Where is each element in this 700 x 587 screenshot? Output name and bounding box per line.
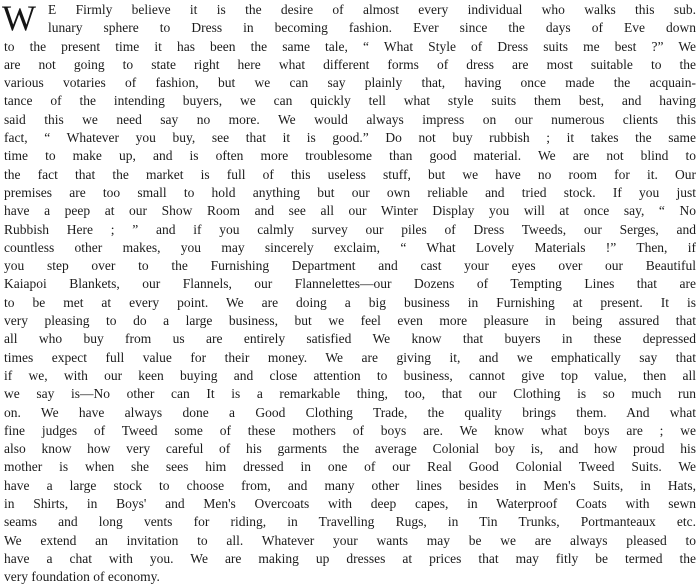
text-line: tance of the intending buyers, we can quickly tell what style suits them best, and having — [4, 93, 696, 109]
text-line: time to make up, and is often more troublesome than good material. We are not blind to — [4, 148, 696, 164]
text-line: mother is when she sees him dressed in one of our Real Good Colonial Tweed Suits. We — [4, 459, 696, 475]
text-line: We extend an invitation to all. Whatever your wants may be we are always pleased to — [4, 532, 696, 548]
text-line: you step over to the Furnishing Department and cast your eyes over our Beautiful — [4, 258, 696, 274]
text-line: very foundation of economy. — [4, 569, 160, 585]
text-line: times expect full value for their money. We are giving it, and we emphatically say that — [4, 349, 696, 365]
text-line: various votaries of fashion, but we can say plainly that, having once made the acquain- — [4, 75, 696, 91]
text-line: seams and long vents for riding, in Travelling Rugs, in Tin Trunks, Portmanteaux etc. — [4, 514, 696, 530]
text-line: Kaiapoi Blankets, our Flannels, our Flannelettes—our Dozens of Tempting Lines that are — [4, 276, 696, 292]
text-line: to be met at every point. We are doing a big business in Furnishing at present. It is — [4, 294, 696, 310]
text-line: said this we need say no more. We would always impress on our numerous clients this — [4, 111, 696, 127]
text-line: lunary sphere to Dress in becoming fashion. Ever since the days of Eve down — [48, 20, 696, 36]
text-line: to the present time it has been the same tale, “ What Style of Dress suits me best ?” We — [4, 38, 696, 54]
text-line: very pleasing to do a large business, but we feel even more pleasure in being assured that — [4, 313, 696, 329]
text-line: the fact that the market is full of this useless stuff, but we have no room for it. Our — [4, 166, 696, 182]
drop-cap-letter: W — [2, 0, 36, 38]
text-line: E Firmly believe it is the desire of almost every individual who walks this sub. — [48, 2, 696, 17]
text-line: have a peep at our Show Room and see all our Winter Display you will at once say, “ No — [4, 203, 696, 219]
text-line: on. We have always done a Good Clothing Trade, the quality brings them. And what — [4, 404, 696, 420]
text-line: if we, with our keen buying and close attention to business, cannot give top value, then all — [4, 367, 696, 383]
text-line: premises are too small to hold anything but our own reliable and tried stock. If you just — [4, 184, 696, 200]
text-line: countless other makes, you may sincerely exclaim, “ What Lovely Materials !” Then, if — [4, 239, 696, 255]
text-line: have a chat with you. We are making up dresses at prices that may fitly be termed the — [4, 550, 696, 566]
text-line: are not going to state right here what different forms of dress are most suitable to the — [4, 56, 696, 72]
text-line: Rubbish Here ; ” and if you calmly survey our piles of Dress Tweeds, our Serges, and — [4, 221, 696, 237]
text-line: fine judges of Tweed some of these mothers of boys are. We know what boys are ; we — [4, 422, 696, 438]
text-line: fact, “ Whatever you buy, see that it is good.” Do not buy rubbish ; it takes the same — [4, 130, 696, 146]
article-body — [4, 1, 696, 587]
text-line: in Shirts, in Boys' and Men's Overcoats with deep capes, in Waterproof Coats with sewn — [4, 496, 696, 512]
text-line: have a large stock to choose from, and many other lines besides in Men's Suits, in Hats, — [4, 477, 696, 493]
text-line: also know how very careful of his garments the average Colonial boy is, and how proud his — [4, 441, 696, 457]
text-line: we say is—No other can It is a remarkable thing, too, that our Clothing is so much run — [4, 386, 696, 402]
text-line: all who buy from us are entirely satisfied We know that buyers in these depressed — [4, 331, 696, 347]
